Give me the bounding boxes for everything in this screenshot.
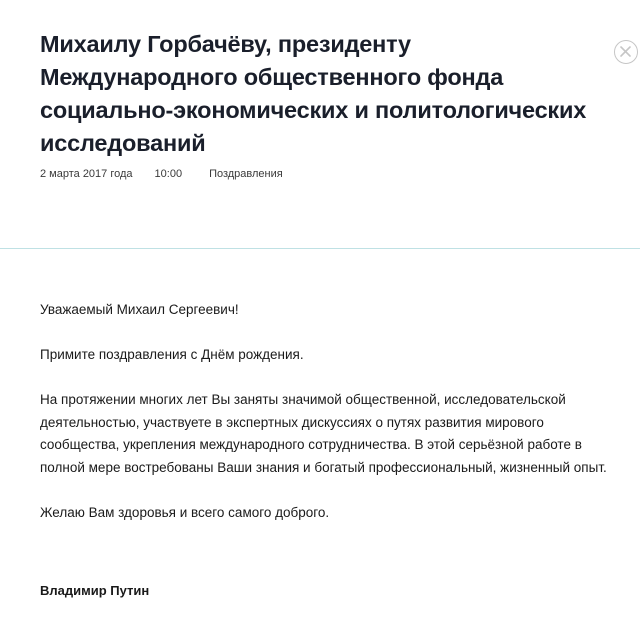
paragraph: Желаю Вам здоровья и всего самого доброго. xyxy=(40,504,330,520)
paragraph: Примите поздравления с Днём рождения. xyxy=(40,347,304,362)
publication-date: 2 марта 2017 года xyxy=(40,168,133,180)
close-button[interactable] xyxy=(614,40,638,64)
publication-time: 10:00 xyxy=(154,168,183,180)
category-link[interactable]: Поздравления xyxy=(209,168,283,180)
paragraph: На протяжении многих лет Вы заняты значимой общественной, исследовательской деятельностью, участвуете в экспертных дискуссиях о путях развития мирового сообщества, укрепления международного сотрудничества. В этой серьёзной работе в полной мере востребованы Ваши знания и богатый профессиональный, жизненный опыт. xyxy=(40,392,607,475)
header-divider xyxy=(0,248,640,249)
document-body xyxy=(40,299,610,547)
page-title: Михаилу Горбачёву, президенту Международного общественного фонда социально-экономических и политологических исследований xyxy=(40,31,587,156)
signature: Владимир Путин xyxy=(40,583,150,598)
document-meta xyxy=(40,167,283,181)
greeting: Уважаемый Михаил Сергеевич! xyxy=(40,302,239,317)
document-header xyxy=(0,0,640,248)
